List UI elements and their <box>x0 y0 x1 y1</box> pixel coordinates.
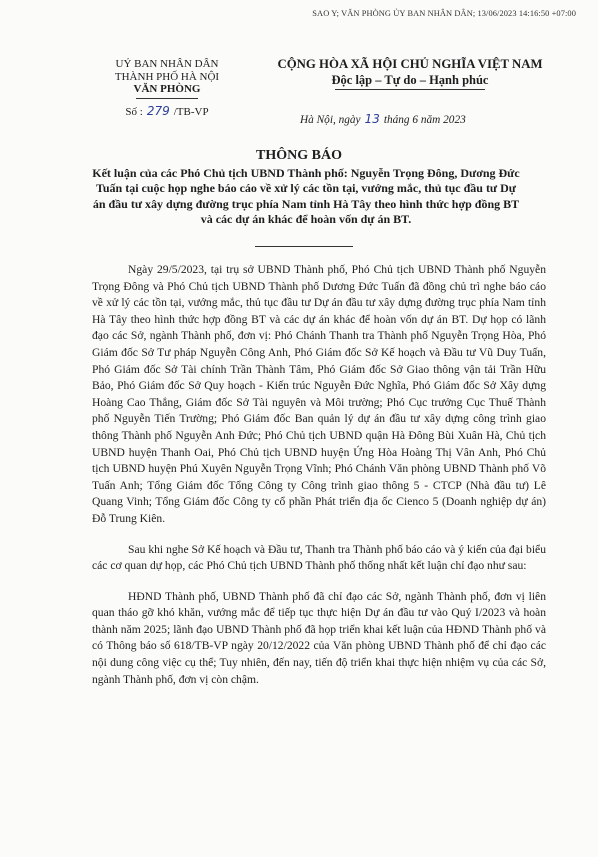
issuing-agency-block <box>92 58 242 118</box>
body-paragraph: Ngày 29/5/2023, tại trụ sở UBND Thành phố, Phó Chủ tịch UBND Thành phố Nguyễn Trọng Đông và Phó Chủ tịch UBND Thành phố Dương Đức Tuấn đã đồng chủ trì nghe báo cáo về xử lý các tồn tại, vướng mắc, thủ tục đầu tư Dự án đầu tư xây dựng đường trục phía Nam tỉnh Hà Tây theo hình thức hợp đồng BT và các dự án khác để hoàn vốn dự án BT. Dự họp có lãnh đạo các Sở, ngành Thành phố, đơn vị: Phó Chánh Thanh tra Thành phố Nguyễn Trọng Hòa, Phó Giám đốc Sở Tư pháp Nguyễn Công Anh, Phó Giám đốc Sở Kế hoạch và Đầu tư Vũ Duy Tuấn, Phó Giám đốc Sở Tài chính Trần Thành Tâm, Phó Giám đốc Sở Giao thông vận tải Trần Hữu Bảo, Phó Giám đốc Sở Quy hoạch - Kiến trúc Nguyễn Đức Nghĩa, Phó Giám đốc Sở Xây dựng Hoàng Cao Thắng, Giám đốc Sở Tài nguyên và Môi trường; Phó Cục trưởng Cục Thuế Thành phố Nguyễn Tiến Trường; Phó Giám đốc Ban quản lý dự án đầu tư xây dựng công trình giao thông Thành phố Nguyễn Anh Đức; Phó Chủ tịch UBND quận Hà Đông Bùi Xuân Hà, Chủ tịch UBND huyện Thanh Oai, Phó Chủ tịch UBND huyện Ứng Hòa Hoàng Thị Vân Anh, Phó Chủ tịch UBND huyện Phú Xuyên Nguyễn Trọng Vĩnh; Phó Chánh Văn phòng UBND Thành phố Võ Tuấn Anh; Tổng Giám đốc Tổng Công ty Công trình giao thông 5 - CTCP (Nhà đầu tư) Lê Quang Vinh; Tổng Giám đốc Công ty cổ phần Phát triển địa ốc Cienco 5 (Doanh nghiệp dự án) Đỗ Trung Kiên. <box>92 263 546 525</box>
subject-underline <box>255 246 353 247</box>
document-title: THÔNG BÁO <box>256 148 342 163</box>
date-day-handwritten: 13 <box>364 112 380 126</box>
agency-line-3: VĂN PHÒNG <box>133 83 201 95</box>
motto-underline <box>335 89 485 90</box>
national-motto: Độc lập – Tự do – Hạnh phúc <box>331 73 489 87</box>
national-title: CỘNG HÒA XÃ HỘI CHỦ NGHĨA VIỆT NAM <box>277 57 543 71</box>
document-number-label: Số : <box>125 105 143 118</box>
document-body <box>92 262 546 695</box>
date-suffix: tháng 6 năm 2023 <box>383 114 466 126</box>
national-header-block <box>250 57 570 90</box>
date-prefix: Hà Nội, ngày <box>300 114 361 126</box>
body-paragraph: HĐND Thành phố, UBND Thành phố đã chỉ đạo các Sở, ngành Thành phố, đơn vị liên quan tháo gỡ khó khăn, vướng mắc để tiếp tục thực hiện Dự án đầu tư vào Quý I/2023 và hoàn thành năm 2025; lãnh đạo UBND Thành phố đã họp triển khai kết luận của HĐND Thành phố và có Thông báo số 618/TB-VP ngày 20/12/2022 của Văn phòng UBND Thành phố để chỉ đạo các nội dung công việc cụ thể; Tuy nhiên, đến nay, tiến độ triển khai thực hiện nhiệm vụ của các Sở, ngành Thành phố, đơn vị còn chậm. <box>92 589 546 686</box>
document-subject: Kết luận của các Phó Chủ tịch UBND Thành phố: Nguyễn Trọng Đông, Dương Đức Tuấn tại cuộc họp nghe báo cáo về xử lý các tồn tại, vướng mắc, thủ tục đầu tư Dự án đầu tư xây dựng đường trục phía Nam tỉnh Hà Tây theo hình thức hợp đồng BT và các dự án khác để hoàn vốn dự án BT. <box>92 166 520 227</box>
agency-line-2: THÀNH PHỐ HÀ NỘI <box>114 70 220 83</box>
document-number-row <box>92 105 242 119</box>
document-number-suffix: /TB-VP <box>173 105 209 118</box>
place-date-line <box>300 112 466 126</box>
agency-underline <box>136 98 198 99</box>
agency-line-1: UỶ BAN NHÂN DÂN <box>115 58 219 70</box>
document-number-handwritten: 279 <box>146 103 170 118</box>
body-paragraph: Sau khi nghe Sở Kế hoạch và Đầu tư, Thanh tra Thành phố báo cáo và ý kiến của đại biểu các cơ quan dự họp, các Phó Chủ tịch UBND Thành phố thống nhất kết luận chỉ đạo như sau: <box>92 542 546 573</box>
digital-signature-stamp: SAO Y; VĂN PHÒNG ỦY BAN NHÂN DÂN; 13/06/2023 14:16:50 +07:00 <box>312 9 576 18</box>
